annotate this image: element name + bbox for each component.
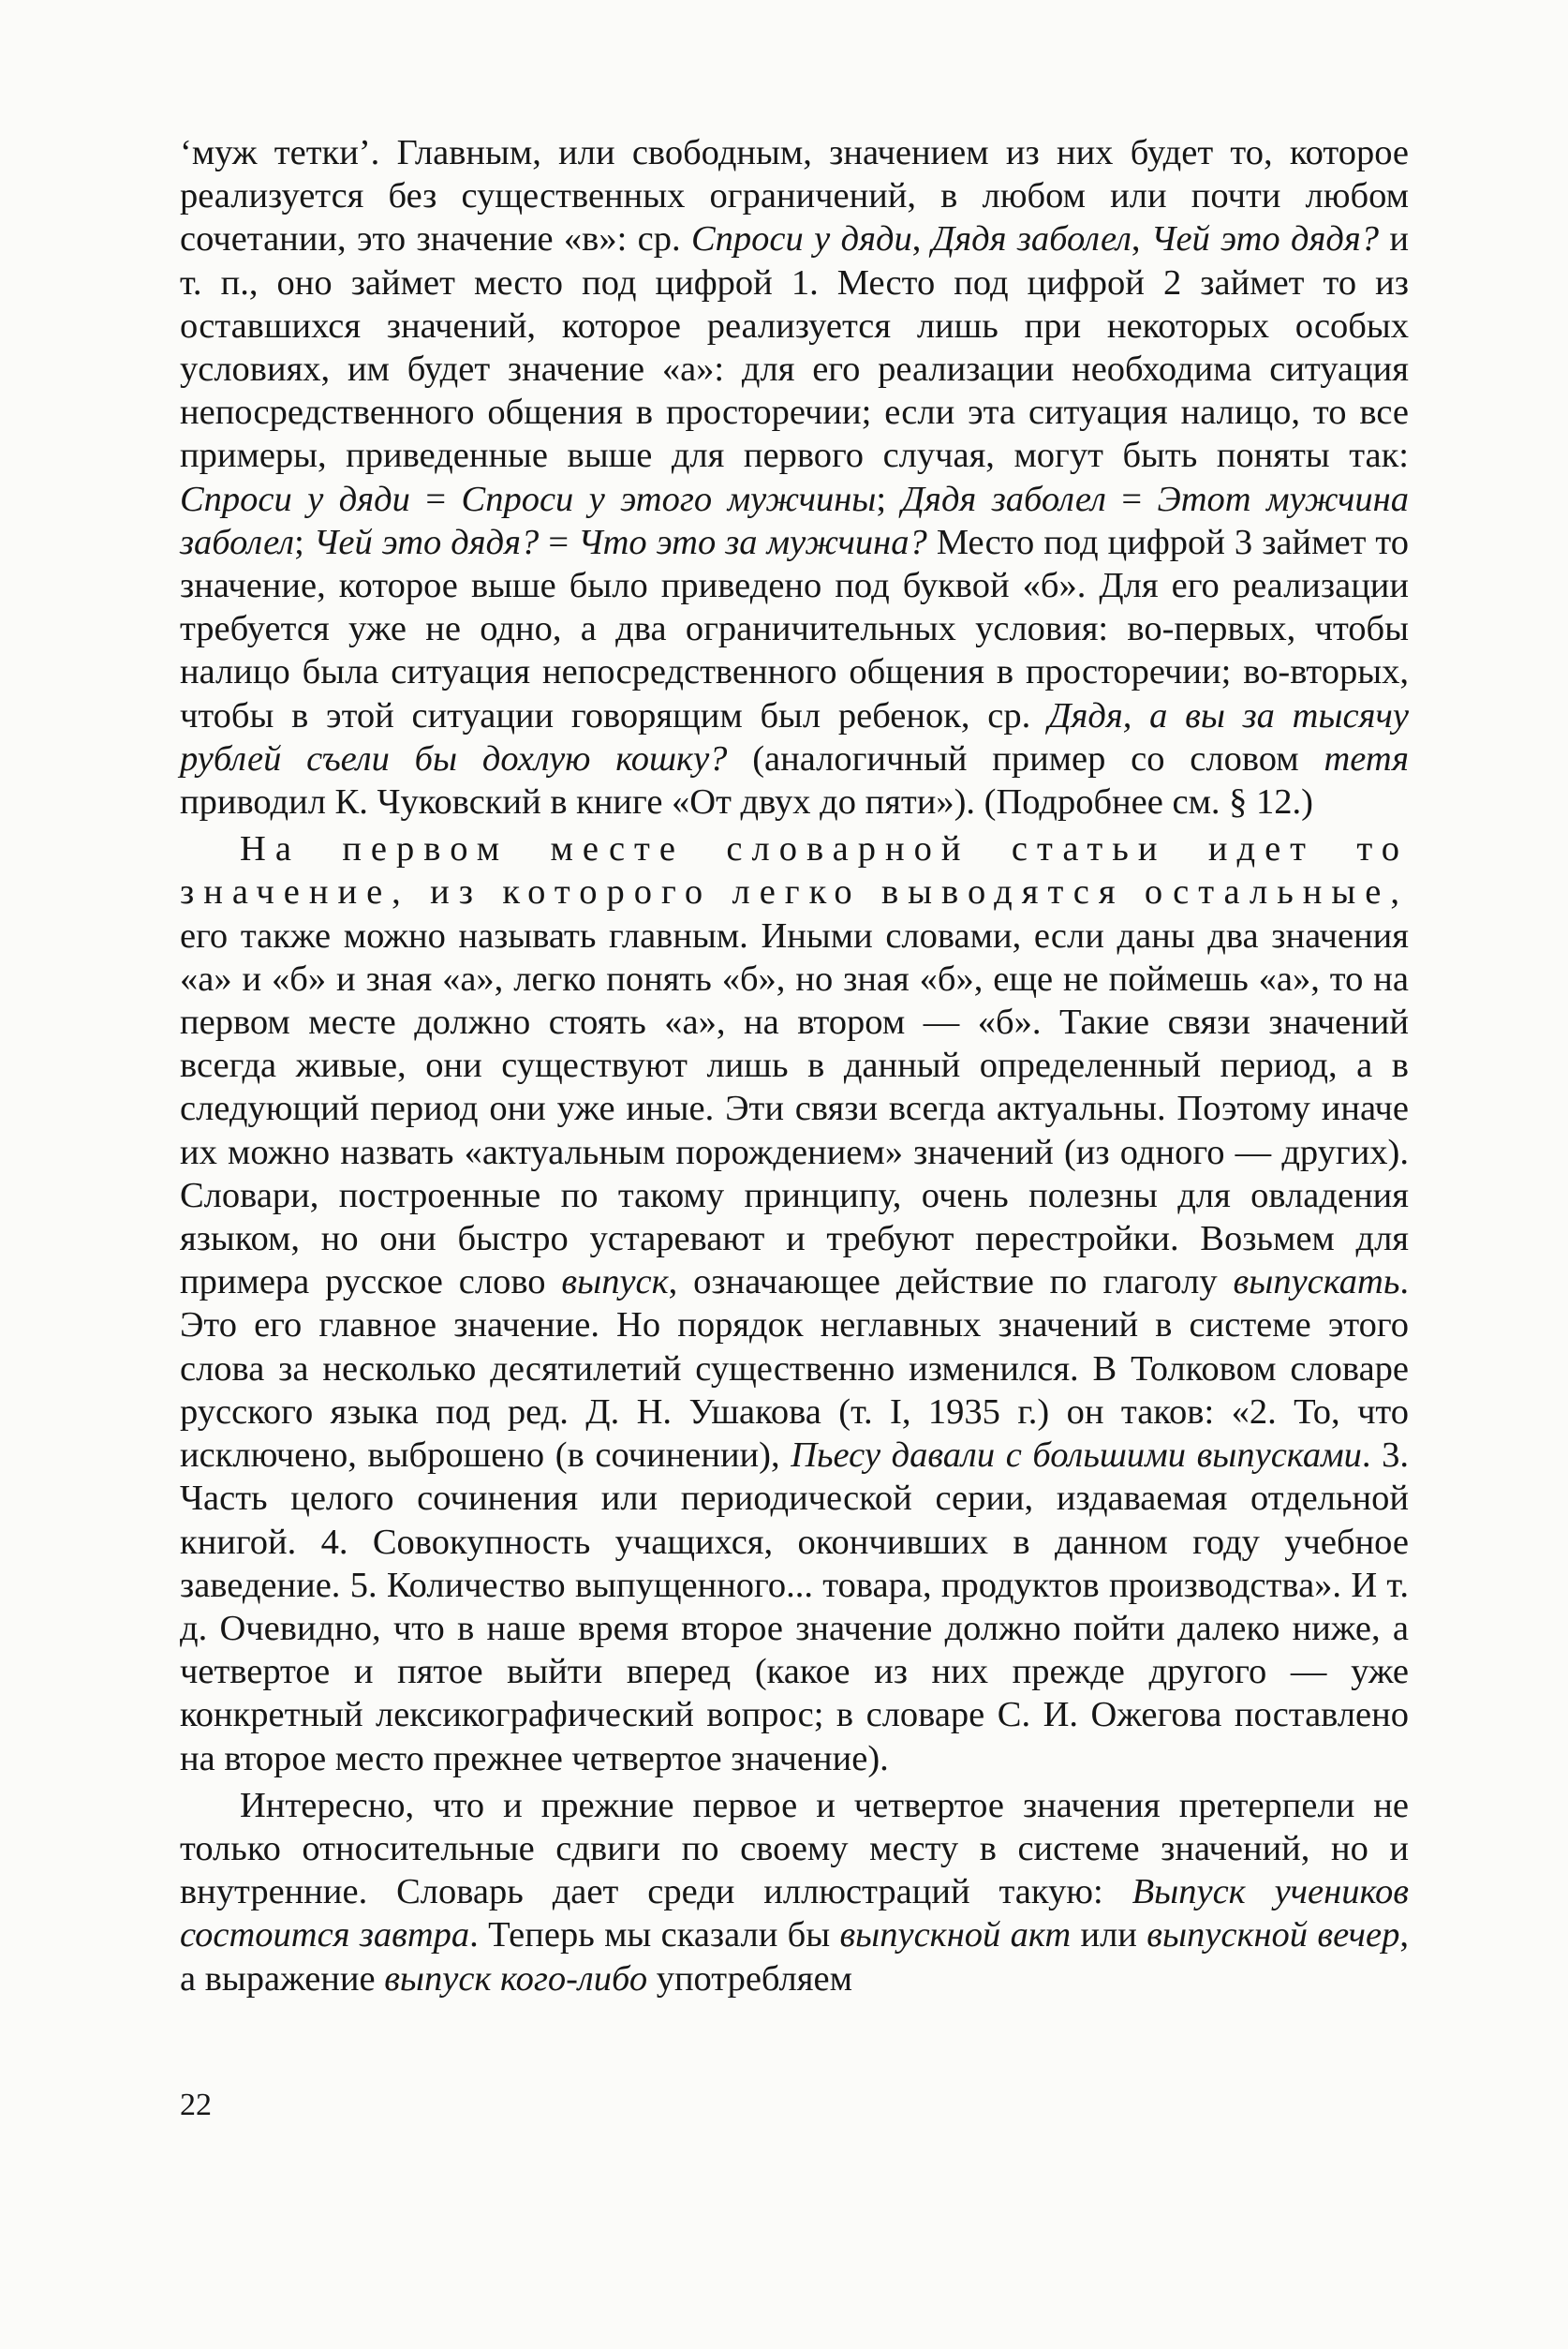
paragraph-3: Интересно, что и прежние первое и четвертое значения претерпели не только относительные сдвиги по своему месту в системе значений, но и внутренние. Словарь дает среди иллюстраций такую: Выпуск учеников состоится завтра. Теперь мы сказали бы выпускной акт или выпускной вечер, а выражение выпуск кого-либо употребляем: [180, 1785, 1409, 1999]
paragraph-1: ‘муж тетки’. Главным, или свободным, значением из них будет то, которое реализуется без существенных ограничений, в любом или почти любом сочетании, это значение «в»: ср. Спроси у дяди, Дядя заболел, Чей это дядя? и т. п., оно займет место под цифрой 1. Место под цифрой 2 займет то из оставшихся значений, которое реализуется лишь при некоторых особых условиях, им будет значение «а»: для его реализации необходима ситуация непосредственного общения в просторечии; если эта ситуация налицо, то все примеры, приведенные выше для первого случая, могут быть поняты так: Спроси у дяди = Спроси у этого мужчины; Дядя заболел = Этот мужчина заболел; Чей это дядя? = Что это за мужчина? Место под цифрой 3 займет то значение, которое выше было приведено под буквой «б». Для его реализации требуется уже не одно, а два ограничительных условия: во-первых, чтобы налицо была ситуация непосредственного общения в просторечии; во-вторых, чтобы в этой ситуации говорящим был ребенок, ср. Дядя, а вы за тысячу рублей съели бы дохлую кошку? (аналогичный пример со словом тетя приводил К. Чуковский в книге «От двух до пяти»). (Подробнее см. § 12.): [180, 133, 1410, 823]
page-number: 22: [180, 2088, 212, 2122]
paragraph-2: На первом месте словарной статьи идет то значение, из которого легко выводятся остальные, его также можно называть главным. Иными словами, если даны два значения «а» и «б» и зная «а», легко понять «б», но зная «б», еще не поймешь «а», то на первом месте должно стоять «а», на втором — «б». Такие связи значений всегда живые, они существуют лишь в данный определенный период, а в следующий период они уже иные. Эти связи всегда актуальны. Поэтому иначе их можно назвать «актуальным порождением» значений (из одного — других). Словари, построенные по такому принципу, очень полезны для овладения языком, но они быстро устаревают и требуют перестройки. Возьмем для примера русское слово выпуск, означающее действие по глаголу выпускать. Это его главное значение. Но порядок неглавных значений в системе этого слова за несколько десятилетий существенно изменился. В Толковом словаре русского языка под ред. Д. Н. Ушакова (т. I, 1935 г.) он таков: «2. То, что исключено, выброшено (в сочинении), Пьесу давали с большими выпусками. 3. Часть целого сочинения или периодической серии, издаваемая отдельной книгой. 4. Совокупность учащихся, окончивших в данном году учебное заведение. 5. Количество выпущенного... товара, продуктов производства». И т. д. Очевидно, что в наше время второе значение должно пойти далеко ниже, а четвертое и пятое выйти вперед (какое из них прежде другого — уже конкретный лексикографический вопрос; в словаре С. И. Ожегова поставлено на второе место прежнее четвертое значение).: [180, 829, 1410, 1778]
body-text: [180, 131, 1409, 2000]
